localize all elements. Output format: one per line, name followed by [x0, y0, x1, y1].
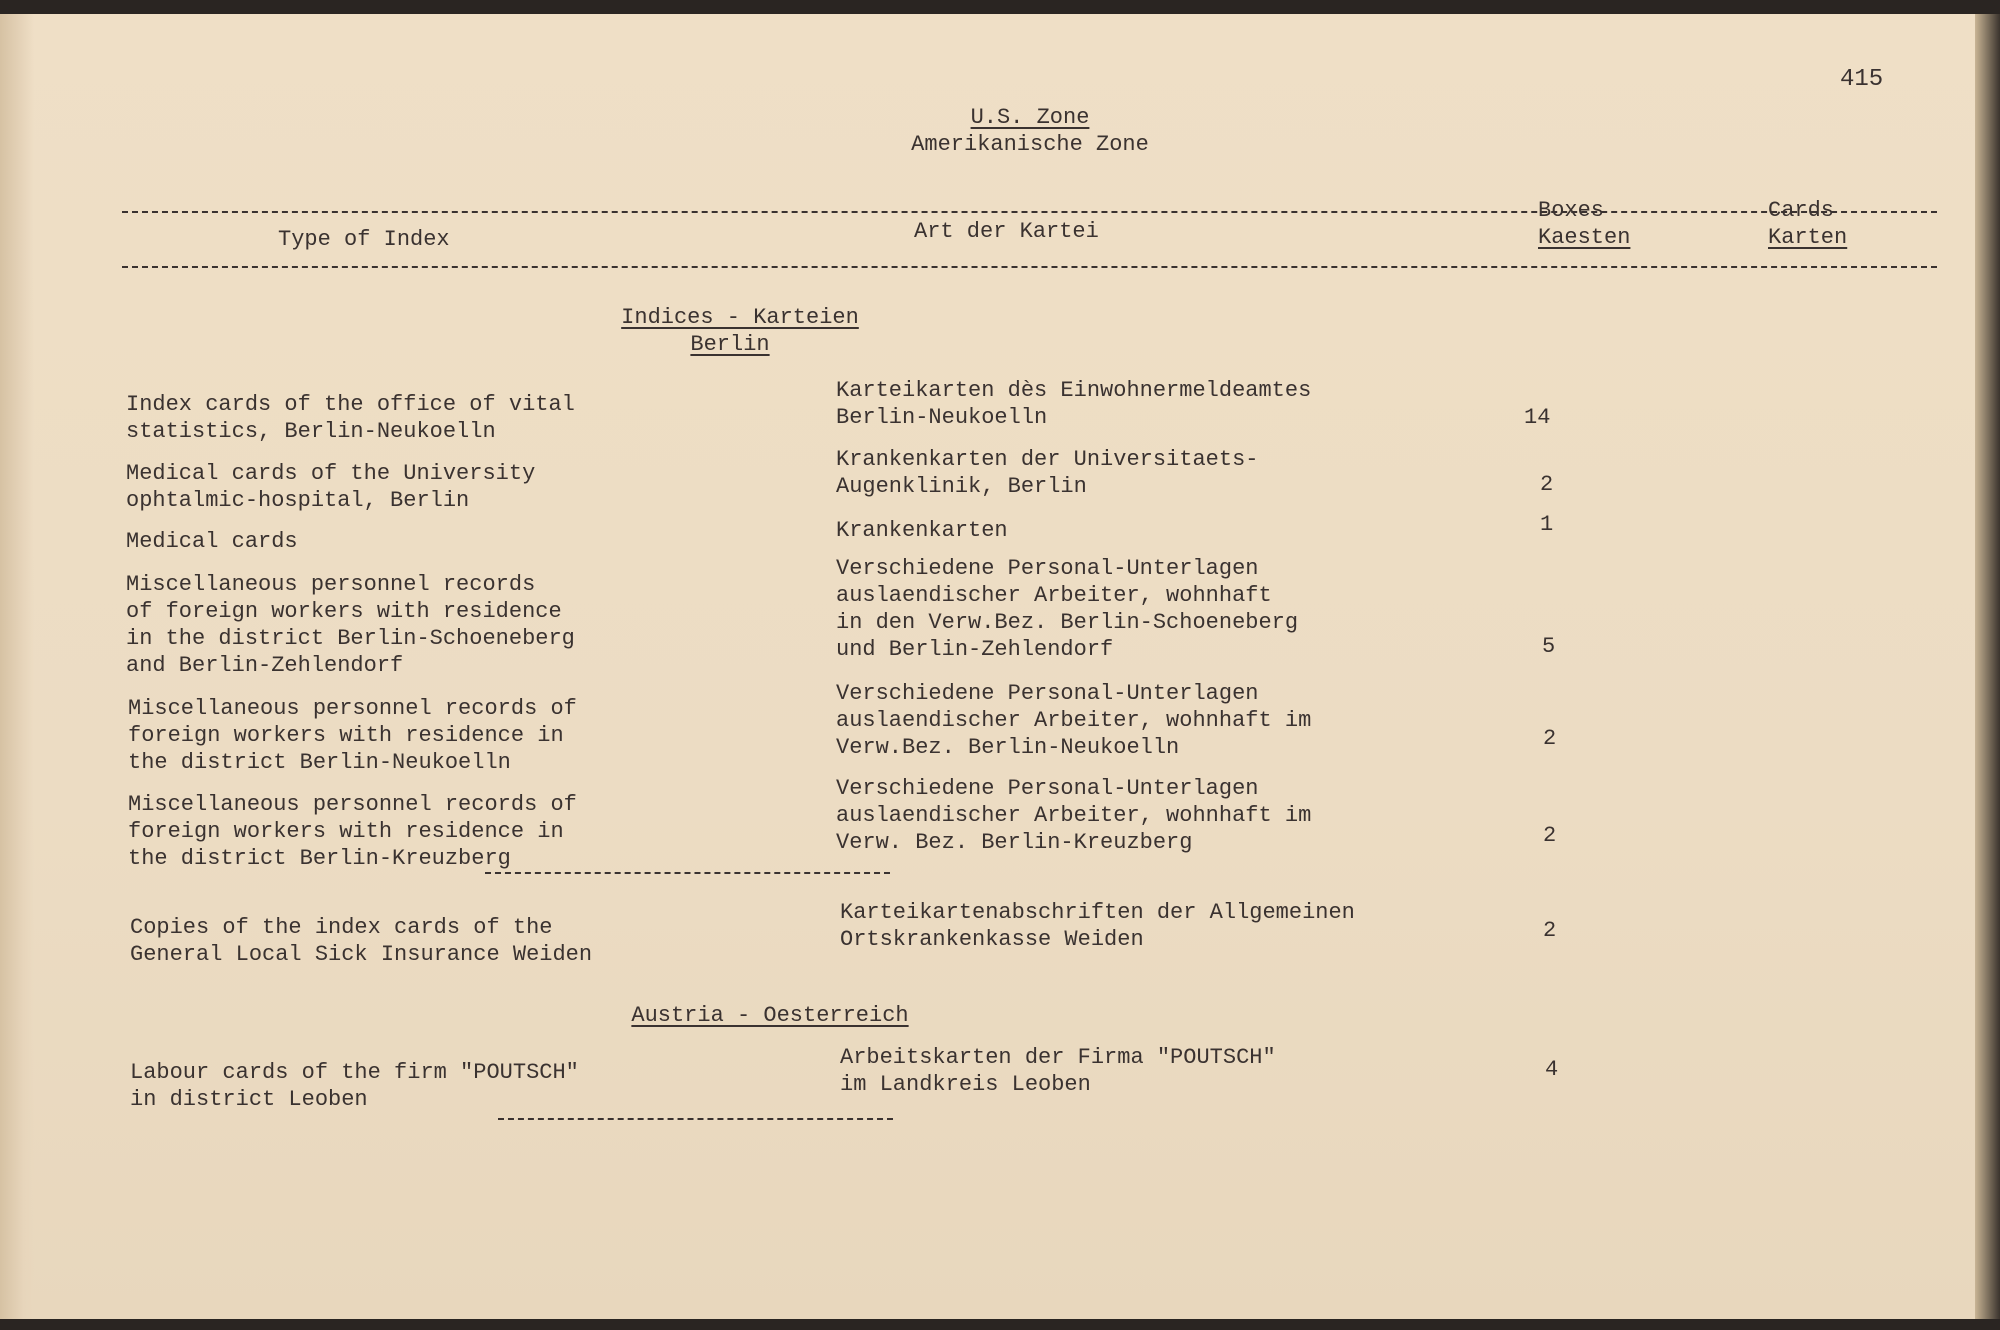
section-divider-rule [485, 872, 890, 874]
table-row-de: Karteikartenabschriften der Allgemeinen Ortskrankenkasse Weiden [840, 900, 1355, 952]
table-row-en: Miscellaneous personnel records of foreign workers with residence in the district Berlin-Kreuzberg [128, 792, 577, 871]
section-indices: Indices - Karteien [621, 305, 859, 330]
zone-title-de: Amerikanische Zone [911, 132, 1149, 157]
table-row-boxes: 2 [1543, 726, 1557, 751]
table-row-en: Medical cards [126, 529, 298, 554]
page-number: 415 [1840, 66, 1884, 93]
table-row-de: Verschiedene Personal-Unterlagen auslaendischer Arbeiter, wohnhaft im Verw.Bez. Berlin-Neukoelln [836, 681, 1312, 760]
closing-rule [498, 1118, 893, 1120]
table-row-de: Krankenkarten [836, 518, 1008, 543]
section-austria: Austria - Oesterreich [631, 1003, 909, 1028]
table-row-boxes: 2 [1540, 472, 1554, 497]
table-row-en: Labour cards of the firm "POUTSCH" in district Leoben [130, 1060, 579, 1112]
table-row-boxes: 2 [1543, 918, 1557, 943]
table-row-en: Copies of the index cards of the General Local Sick Insurance Weiden [130, 915, 593, 967]
column-header-boxes: Boxes [1538, 198, 1605, 223]
table-row-de: Karteikarten dès Einwohnermeldeamtes Berlin-Neukoelln [836, 378, 1312, 430]
table-row-boxes: 14 [1524, 405, 1551, 430]
table-row-en: Miscellaneous personnel records of foreign workers with residence in the district Berlin-Schoeneberg and Berlin-Zehlendorf [126, 572, 575, 678]
column-header-cards: Cards [1768, 198, 1835, 223]
section-berlin: Berlin [690, 332, 770, 357]
table-row-de: Verschiedene Personal-Unterlagen auslaendischer Arbeiter, wohnhaft im Verw. Bez. Berlin-Kreuzberg [836, 776, 1312, 855]
table-row-en: Index cards of the office of vital statistics, Berlin-Neukoelln [126, 392, 575, 444]
table-row-boxes: 5 [1542, 634, 1556, 659]
column-header-kaesten: Kaesten [1538, 225, 1631, 250]
table-row-boxes: 1 [1540, 512, 1554, 537]
column-header-karten: Karten [1768, 225, 1848, 250]
zone-title-en: U.S. Zone [970, 105, 1090, 130]
column-header-art-der-kartei: Art der Kartei [914, 219, 1099, 244]
table-row-en: Miscellaneous personnel records of foreign workers with residence in the district Berlin-Neukoelln [128, 696, 577, 775]
page-edge-shadow [1975, 14, 2000, 1319]
column-header-type-of-index: Type of Index [278, 227, 450, 252]
table-row-de: Verschiedene Personal-Unterlagen auslaendischer Arbeiter, wohnhaft in den Verw.Bez. Berlin-Schoeneberg und Berlin-Zehlendorf [836, 556, 1299, 662]
table-row-de: Krankenkarten der Universitaets- Augenklinik, Berlin [836, 447, 1259, 499]
table-row-de: Arbeitskarten der Firma "POUTSCH" im Landkreis Leoben [840, 1045, 1276, 1097]
table-row-en: Medical cards of the University ophtalmic-hospital, Berlin [126, 461, 536, 513]
header-top-rule [122, 211, 1937, 213]
document-page [0, 14, 1975, 1319]
table-row-boxes: 4 [1545, 1057, 1559, 1082]
table-row-boxes: 2 [1543, 823, 1557, 848]
header-bottom-rule [122, 266, 1937, 268]
